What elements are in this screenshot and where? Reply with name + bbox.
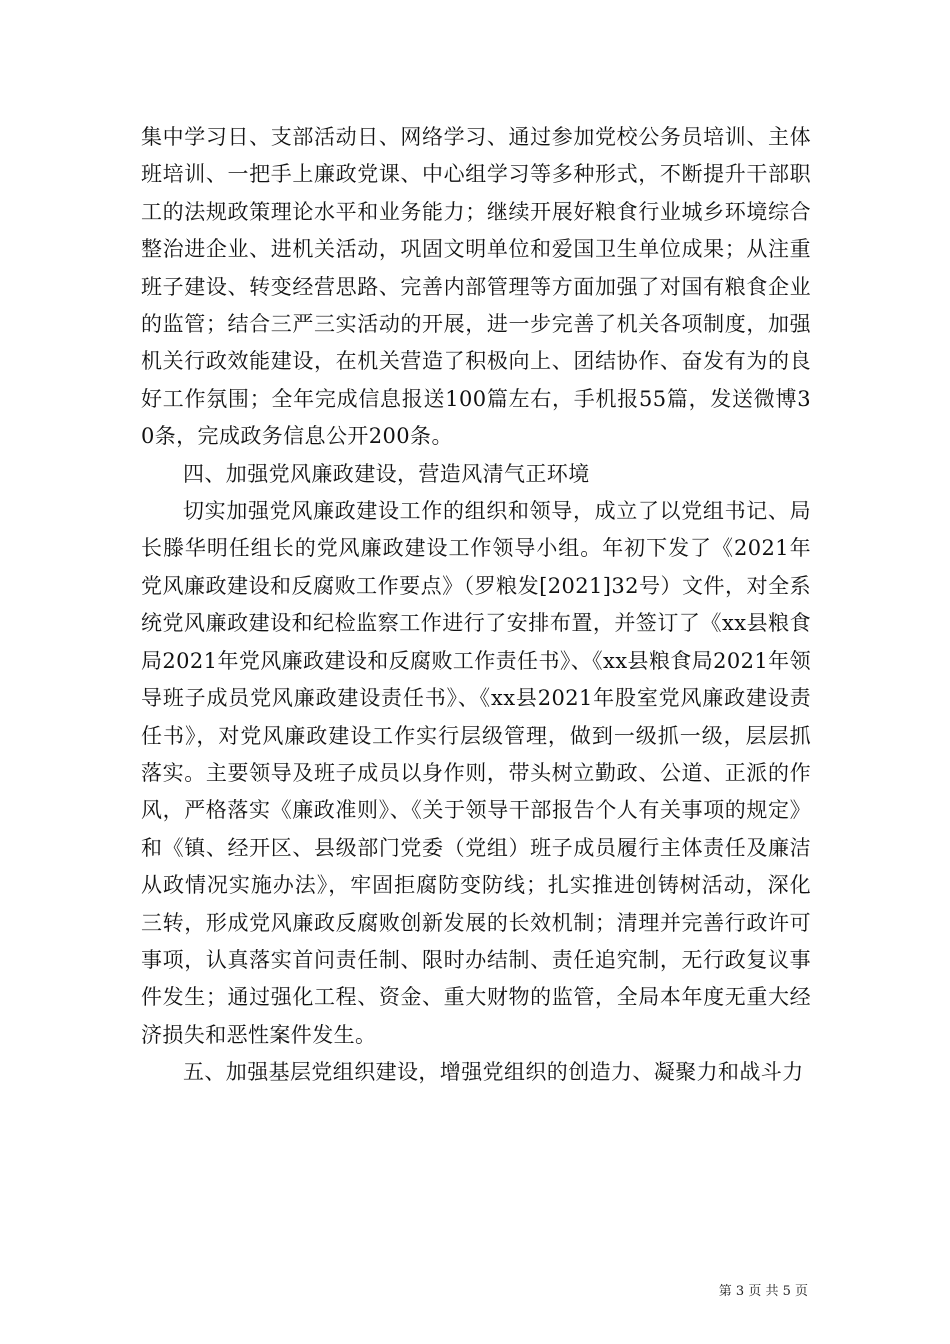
section-heading-5: 五、加强基层党组织建设，增强党组织的创造力、凝聚力和战斗力 bbox=[183, 1060, 804, 1085]
paragraph-party-conduct: 切实加强党风廉政建设工作的组织和领导，成立了以党组书记、局长滕华明任组长的党风廉政建设工作领导小组。年初下发了《2021年党风廉政建设和反腐败工作要点》（罗粮发[2021]32号）文件，对全系统党风廉政建设和纪检监察工作进行了安排布置，并签订了《xx县粮食局2021年党风廉政建设和反腐败工作责任书》、《xx县粮食局2021年领导班子成员党风廉政建设责任书》、《xx县2021年股室党风廉政建设责任书》，对党风廉政建设工作实行层级管理，做到一级抓一级，层层抓落实。主要领导及班子成员以身作则，带头树立勤政、公道、正派的作风，严格落实《廉政准则》、《关于领导干部报告个人有关事项的规定》和《镇、经开区、县级部门党委（党组）班子成员履行主体责任及廉洁从政情况实施办法》，牢固拒腐防变防线；扎实推进创铸树活动，深化三转，形成党风廉政反腐败创新发展的长效机制；清理并完善行政许可事项，认真落实首问责任制、限时办结制、责任追究制，无行政复议事件发生；通过强化工程、资金、重大财物的监管，全局本年度无重大经济损失和恶性案件发生。 bbox=[141, 499, 811, 1047]
paragraph-work-summary: 集中学习日、支部活动日、网络学习、通过参加党校公务员培训、主体班培训、一把手上廉政党课、中心组学习等多种形式，不断提升干部职工的法规政策理论水平和业务能力；继续开展好粮食行业城乡环境综合整治进企业、进机关活动，巩固文明单位和爱国卫生单位成果；从注重班子建设、转变经营思路、完善内部管理等方面加强了对国有粮食企业的监管；结合三严三实活动的开展，进一步完善了机关各项制度，加强机关行政效能建设，在机关营造了积极向上、团结协作、奋发有为的良好工作氛围；全年完成信息报送100篇左右，手机报55篇，发送微博30条，完成政务信息公开200条。 bbox=[141, 125, 811, 449]
section-heading-4: 四、加强党风廉政建设，营造风清气正环境 bbox=[183, 461, 590, 486]
document-body bbox=[141, 119, 811, 1092]
page-number-footer: 第 3 页 共 5 页 bbox=[718, 1284, 808, 1299]
